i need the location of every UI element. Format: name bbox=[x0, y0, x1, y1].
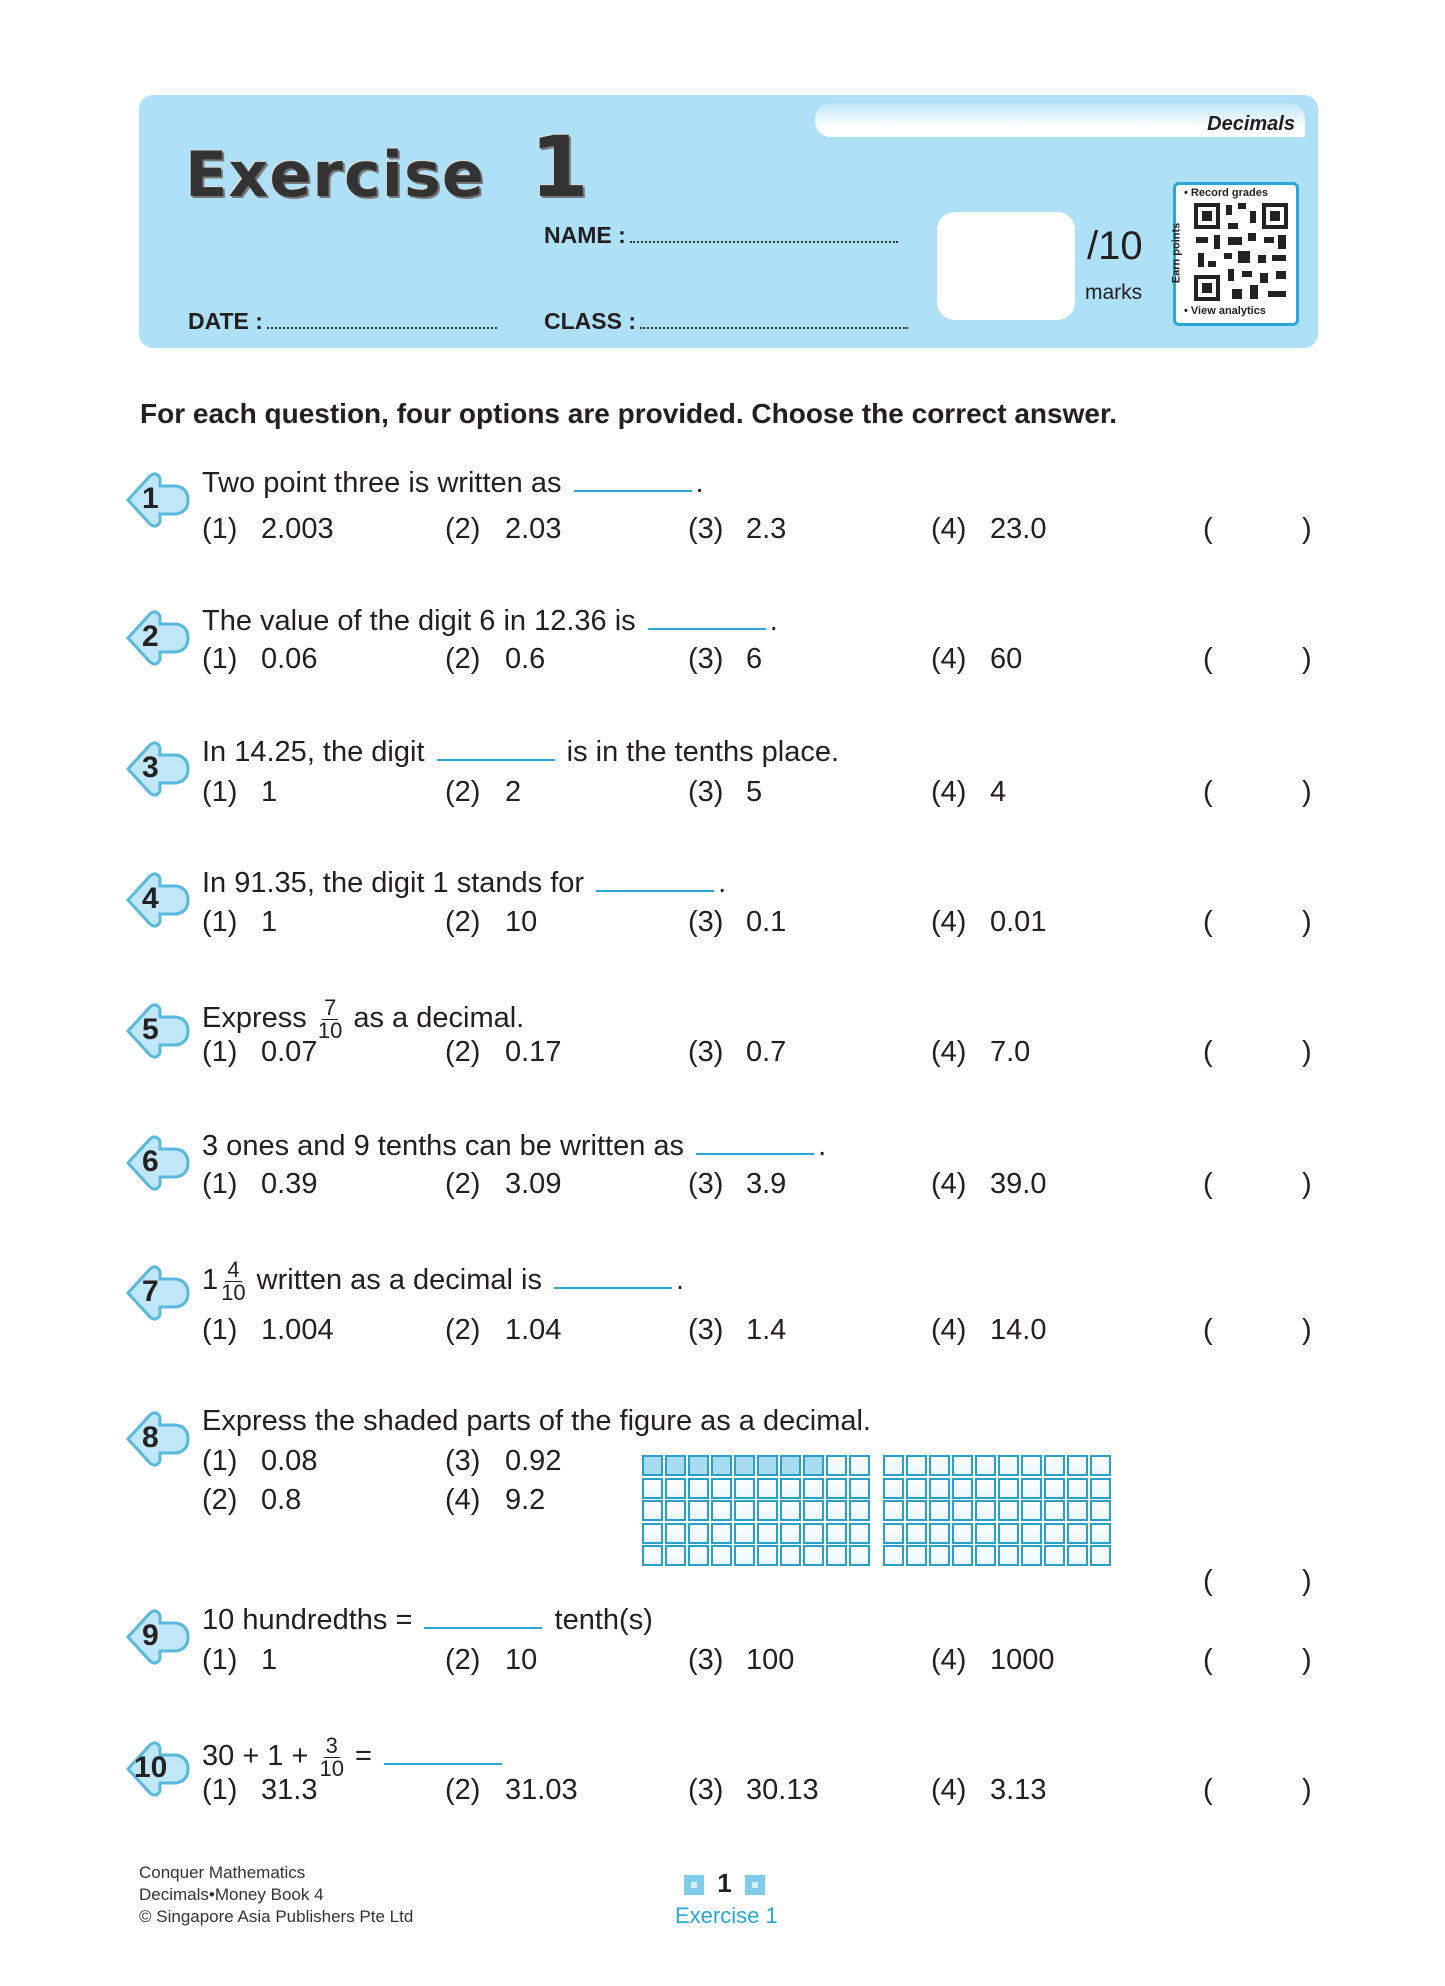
question-text-part: Express the shaded parts of the figure as a decimal. bbox=[202, 1405, 871, 1437]
answer-bracket-open[interactable]: ( bbox=[1203, 643, 1213, 675]
question-text-part: 1 bbox=[202, 1264, 219, 1297]
option-value[interactable]: 2.003 bbox=[261, 513, 334, 545]
footer-section: Exercise 1 bbox=[675, 1903, 778, 1928]
figure-square bbox=[849, 1545, 870, 1566]
figure-square bbox=[1067, 1478, 1088, 1499]
name-field[interactable] bbox=[544, 222, 898, 249]
figure-square bbox=[826, 1500, 847, 1521]
figure-square bbox=[1044, 1545, 1065, 1566]
option-value[interactable]: 5 bbox=[746, 776, 763, 808]
question-number-badge bbox=[124, 1607, 186, 1661]
figure-square bbox=[906, 1500, 927, 1521]
figure-square bbox=[688, 1500, 709, 1521]
question-number: 2 bbox=[142, 620, 159, 653]
answer-blank[interactable] bbox=[437, 735, 555, 761]
figure-square bbox=[803, 1545, 824, 1566]
figure-square bbox=[642, 1478, 663, 1499]
class-line[interactable] bbox=[640, 326, 908, 329]
figure-square bbox=[1021, 1478, 1042, 1499]
qr-code-icon bbox=[1194, 203, 1290, 303]
option-value[interactable]: 1000 bbox=[990, 1644, 1055, 1676]
figure-square bbox=[1021, 1545, 1042, 1566]
figure-square bbox=[952, 1455, 973, 1476]
figure-square bbox=[665, 1523, 686, 1544]
option-label[interactable]: (3) bbox=[688, 1644, 724, 1676]
answer-bracket-close[interactable]: ) bbox=[1302, 1565, 1312, 1597]
question-number: 4 bbox=[142, 882, 159, 915]
figure-square bbox=[883, 1545, 904, 1566]
option-label[interactable]: (1) bbox=[202, 1168, 238, 1200]
class-field[interactable] bbox=[544, 308, 908, 335]
question-text bbox=[202, 1405, 871, 1438]
option-value[interactable]: 100 bbox=[746, 1644, 795, 1676]
option-value[interactable]: 31.03 bbox=[505, 1774, 578, 1806]
footer-line: © Singapore Asia Publishers Pte Ltd bbox=[139, 1907, 414, 1926]
question-number-badge bbox=[124, 870, 186, 924]
footer-line: Conquer Mathematics bbox=[139, 1863, 306, 1882]
figure-square bbox=[711, 1455, 732, 1476]
option-label[interactable]: (4) bbox=[931, 643, 967, 675]
date-line[interactable] bbox=[267, 326, 497, 329]
option-value[interactable]: 3.13 bbox=[990, 1774, 1047, 1806]
figure-square bbox=[711, 1500, 732, 1521]
figure-square bbox=[780, 1455, 801, 1476]
option-value[interactable]: 23.0 bbox=[990, 513, 1047, 545]
option-value[interactable]: 1.004 bbox=[261, 1314, 334, 1346]
question-text bbox=[202, 866, 726, 900]
figure-square bbox=[929, 1545, 950, 1566]
answer-bracket-close[interactable]: ) bbox=[1302, 1644, 1312, 1676]
qr-code-panel[interactable] bbox=[1170, 182, 1299, 326]
question-text-part: . bbox=[676, 1264, 685, 1297]
figure-square bbox=[780, 1500, 801, 1521]
figure-square bbox=[1090, 1478, 1111, 1499]
figure-square bbox=[975, 1545, 996, 1566]
question-number-badge bbox=[124, 1409, 186, 1463]
page-marker-icon bbox=[684, 1875, 704, 1895]
answer-bracket-close[interactable]: ) bbox=[1302, 1774, 1312, 1806]
option-value[interactable]: 0.07 bbox=[261, 1036, 318, 1068]
page-marker-icon bbox=[745, 1875, 765, 1895]
figure-square bbox=[998, 1545, 1019, 1566]
question-text-part: 30 + 1 + bbox=[202, 1740, 317, 1773]
option-label[interactable]: (2) bbox=[445, 643, 481, 675]
question-text-part: is in the tenths place. bbox=[558, 736, 840, 768]
answer-blank[interactable] bbox=[696, 1129, 814, 1155]
answer-bracket-open[interactable]: ( bbox=[1203, 906, 1213, 938]
score-total: /10 bbox=[1087, 224, 1143, 268]
figure-square bbox=[734, 1478, 755, 1499]
figure-square bbox=[998, 1455, 1019, 1476]
figure-square bbox=[665, 1478, 686, 1499]
figure-square bbox=[849, 1500, 870, 1521]
option-label[interactable]: (3) bbox=[688, 1314, 724, 1346]
option-value[interactable]: 0.92 bbox=[505, 1445, 562, 1477]
option-value[interactable]: 2.3 bbox=[746, 513, 787, 545]
question-number: 10 bbox=[134, 1751, 168, 1784]
question-number: 8 bbox=[142, 1421, 159, 1454]
answer-bracket-close[interactable]: ) bbox=[1302, 1168, 1312, 1200]
figure-square bbox=[1090, 1523, 1111, 1544]
option-label[interactable]: (4) bbox=[931, 906, 967, 938]
option-label[interactable]: (2) bbox=[445, 1644, 481, 1676]
figure-square bbox=[688, 1478, 709, 1499]
figure-square bbox=[975, 1478, 996, 1499]
question-text-part: 3 ones and 9 tenths can be written as bbox=[202, 1130, 693, 1162]
option-value[interactable]: 1.4 bbox=[746, 1314, 787, 1346]
figure-square bbox=[906, 1455, 927, 1476]
option-label[interactable]: (1) bbox=[202, 1314, 238, 1346]
question-text-part: as a decimal. bbox=[345, 1002, 525, 1035]
option-label[interactable]: (4) bbox=[931, 1168, 967, 1200]
figure-square bbox=[929, 1523, 950, 1544]
option-value[interactable]: 0.39 bbox=[261, 1168, 318, 1200]
option-value[interactable]: 0.08 bbox=[261, 1445, 318, 1477]
answer-bracket-open[interactable]: ( bbox=[1203, 513, 1213, 545]
option-label[interactable]: (4) bbox=[931, 776, 967, 808]
question-text-part: . bbox=[818, 1130, 827, 1162]
option-label[interactable]: (3) bbox=[688, 906, 724, 938]
figure-square bbox=[883, 1523, 904, 1544]
answer-blank[interactable] bbox=[384, 1739, 502, 1765]
answer-blank[interactable] bbox=[574, 466, 692, 492]
page-title bbox=[185, 118, 590, 216]
figure-square bbox=[929, 1478, 950, 1499]
fraction-numerator: 3 bbox=[325, 1733, 338, 1758]
figure-square bbox=[1067, 1545, 1088, 1566]
question-text bbox=[202, 1603, 653, 1637]
figure-square bbox=[757, 1500, 778, 1521]
answer-bracket-open[interactable]: ( bbox=[1203, 1644, 1213, 1676]
figure-square bbox=[1044, 1478, 1065, 1499]
qr-top-text: • Record grades bbox=[1184, 187, 1268, 199]
figure-square bbox=[734, 1523, 755, 1544]
figure-square bbox=[1044, 1523, 1065, 1544]
option-label[interactable]: (3) bbox=[688, 1168, 724, 1200]
question-text-part: = bbox=[346, 1740, 381, 1773]
figure-square bbox=[1090, 1455, 1111, 1476]
question-text-part: In 14.25, the digit bbox=[202, 736, 433, 768]
question-number: 6 bbox=[142, 1145, 159, 1178]
figure-square bbox=[780, 1523, 801, 1544]
figure-square bbox=[757, 1523, 778, 1544]
figure-square bbox=[642, 1455, 663, 1476]
option-label[interactable]: (1) bbox=[202, 776, 238, 808]
figure-square bbox=[826, 1545, 847, 1566]
topic-label: Decimals bbox=[1207, 113, 1295, 135]
date-field[interactable] bbox=[188, 308, 497, 335]
option-value[interactable]: 7.0 bbox=[990, 1036, 1031, 1068]
question-text-part: . bbox=[718, 867, 727, 899]
figure-square bbox=[665, 1455, 686, 1476]
figure-square bbox=[826, 1478, 847, 1499]
figure-square bbox=[688, 1455, 709, 1476]
date-label: DATE : bbox=[188, 308, 263, 334]
title-word: Exercise bbox=[185, 138, 485, 211]
answer-bracket-open[interactable]: ( bbox=[1203, 1565, 1213, 1597]
figure-square bbox=[929, 1500, 950, 1521]
option-value[interactable]: 0.1 bbox=[746, 906, 787, 938]
option-label[interactable]: (2) bbox=[445, 906, 481, 938]
option-label[interactable]: (3) bbox=[688, 643, 724, 675]
question-text-part: In 91.35, the digit 1 stands for bbox=[202, 867, 593, 899]
answer-bracket-close[interactable]: ) bbox=[1302, 906, 1312, 938]
figure-square bbox=[849, 1478, 870, 1499]
option-value[interactable]: 1 bbox=[261, 906, 278, 938]
option-label[interactable]: (1) bbox=[202, 1036, 238, 1068]
question-text-part: The value of the digit 6 in 12.36 is bbox=[202, 605, 644, 637]
question-text-part: . bbox=[769, 605, 778, 637]
option-label[interactable]: (2) bbox=[445, 1036, 481, 1068]
figure-square bbox=[952, 1500, 973, 1521]
question-text bbox=[202, 604, 778, 638]
figure-square bbox=[757, 1455, 778, 1476]
question-number: 7 bbox=[142, 1275, 159, 1308]
qr-bottom-text: • View analytics bbox=[1184, 305, 1266, 317]
figure-square bbox=[711, 1545, 732, 1566]
option-value[interactable]: 2.03 bbox=[505, 513, 562, 545]
option-value[interactable]: 14.0 bbox=[990, 1314, 1047, 1346]
option-value[interactable]: 0.01 bbox=[990, 906, 1047, 938]
answer-blank[interactable] bbox=[424, 1603, 542, 1629]
option-label[interactable]: (4) bbox=[931, 1644, 967, 1676]
figure-square bbox=[757, 1545, 778, 1566]
option-value[interactable]: 3.09 bbox=[505, 1168, 562, 1200]
figure-square bbox=[803, 1455, 824, 1476]
question-text bbox=[202, 466, 704, 500]
option-value[interactable]: 1 bbox=[261, 1644, 278, 1676]
question-number-badge bbox=[124, 1739, 186, 1793]
question-text-part: 10 hundredths = bbox=[202, 1604, 421, 1636]
option-value[interactable]: 0.8 bbox=[261, 1484, 302, 1516]
option-label[interactable]: (2) bbox=[445, 776, 481, 808]
answer-blank[interactable] bbox=[596, 866, 714, 892]
figure-square bbox=[975, 1500, 996, 1521]
title-number: 1 bbox=[530, 118, 590, 216]
option-label[interactable]: (4) bbox=[931, 1314, 967, 1346]
option-value[interactable]: 6 bbox=[746, 643, 763, 675]
option-value[interactable]: 0.17 bbox=[505, 1036, 562, 1068]
figure-square bbox=[1067, 1455, 1088, 1476]
figure-square bbox=[952, 1523, 973, 1544]
question-text-part: Two point three is written as bbox=[202, 467, 570, 499]
option-label[interactable]: (4) bbox=[931, 1036, 967, 1068]
answer-bracket-close[interactable]: ) bbox=[1302, 776, 1312, 808]
footer-book-info bbox=[139, 1862, 413, 1928]
instructions: For each question, four options are provided. Choose the correct answer. bbox=[140, 398, 1118, 429]
fraction-denominator: 10 bbox=[317, 1018, 343, 1043]
option-label[interactable]: (1) bbox=[202, 643, 238, 675]
option-value[interactable]: 31.3 bbox=[261, 1774, 318, 1806]
option-label[interactable]: (2) bbox=[445, 1168, 481, 1200]
score-unit: marks bbox=[1085, 281, 1143, 304]
option-value[interactable]: 10 bbox=[505, 906, 538, 938]
figure-square bbox=[952, 1545, 973, 1566]
option-value[interactable]: 2 bbox=[505, 776, 522, 808]
figure-square bbox=[998, 1478, 1019, 1499]
question-number-badge bbox=[124, 1001, 186, 1055]
figure-square bbox=[849, 1523, 870, 1544]
qr-side-text: Earn points bbox=[1170, 222, 1183, 284]
option-value[interactable]: 0.7 bbox=[746, 1036, 787, 1068]
answer-bracket-close[interactable]: ) bbox=[1302, 1036, 1312, 1068]
question-number-badge bbox=[124, 739, 186, 793]
answer-bracket-open[interactable]: ( bbox=[1203, 1774, 1213, 1806]
question-text-part: tenth(s) bbox=[546, 1604, 653, 1636]
option-label[interactable]: (4) bbox=[931, 1774, 967, 1806]
figure-square bbox=[1044, 1500, 1065, 1521]
page-number: 1 bbox=[684, 1868, 765, 1899]
figure-square bbox=[665, 1545, 686, 1566]
question-text bbox=[202, 735, 839, 769]
figure-square bbox=[642, 1523, 663, 1544]
figure-square bbox=[929, 1455, 950, 1476]
figure-square bbox=[757, 1478, 778, 1499]
figure-square bbox=[711, 1478, 732, 1499]
question-text-part: Express bbox=[202, 1002, 315, 1035]
name-line[interactable] bbox=[630, 240, 898, 243]
option-label[interactable]: (1) bbox=[202, 1644, 238, 1676]
figure-square bbox=[803, 1478, 824, 1499]
option-label[interactable]: (1) bbox=[202, 906, 238, 938]
option-label[interactable]: (2) bbox=[445, 1314, 481, 1346]
figure-square bbox=[975, 1523, 996, 1544]
figure-square bbox=[734, 1500, 755, 1521]
question-text bbox=[202, 1129, 826, 1163]
option-value[interactable]: 1.04 bbox=[505, 1314, 562, 1346]
question-number: 3 bbox=[142, 751, 159, 784]
question-number: 5 bbox=[142, 1013, 159, 1046]
figure-square bbox=[998, 1500, 1019, 1521]
figure-square bbox=[883, 1455, 904, 1476]
name-label: NAME : bbox=[544, 222, 626, 248]
figure-square bbox=[1090, 1545, 1111, 1566]
class-label: CLASS : bbox=[544, 308, 636, 334]
option-label[interactable]: (1) bbox=[202, 1774, 238, 1806]
figure-square bbox=[642, 1500, 663, 1521]
figure-square bbox=[803, 1523, 824, 1544]
question-number-badge bbox=[124, 1133, 186, 1187]
fraction-denominator: 10 bbox=[319, 1756, 344, 1781]
option-label[interactable]: (2) bbox=[202, 1484, 238, 1516]
option-value[interactable]: 39.0 bbox=[990, 1168, 1047, 1200]
footer-line: Decimals•Money Book 4 bbox=[139, 1885, 324, 1904]
option-label[interactable]: (2) bbox=[445, 513, 481, 545]
score-box[interactable] bbox=[937, 212, 1075, 320]
answer-bracket-close[interactable]: ) bbox=[1302, 643, 1312, 675]
question-number-badge bbox=[124, 608, 186, 662]
figure-square bbox=[883, 1478, 904, 1499]
option-value[interactable]: 60 bbox=[990, 643, 1023, 675]
question-text-part: written as a decimal is bbox=[248, 1264, 551, 1297]
figure-square bbox=[642, 1545, 663, 1566]
figure-square bbox=[1090, 1500, 1111, 1521]
question-text-part: . bbox=[695, 467, 704, 499]
figure-square bbox=[780, 1545, 801, 1566]
fraction bbox=[318, 997, 342, 1042]
option-label[interactable]: (4) bbox=[931, 513, 967, 545]
answer-bracket-close[interactable]: ) bbox=[1302, 1314, 1312, 1346]
answer-blank[interactable] bbox=[554, 1263, 672, 1289]
figure-square bbox=[1044, 1455, 1065, 1476]
figure-square bbox=[665, 1500, 686, 1521]
answer-blank[interactable] bbox=[648, 604, 766, 630]
question-number: 9 bbox=[142, 1619, 159, 1652]
figure-square bbox=[906, 1523, 927, 1544]
fraction-numerator: 7 bbox=[323, 995, 337, 1020]
option-value[interactable]: 3.9 bbox=[746, 1168, 787, 1200]
option-value[interactable]: 0.6 bbox=[505, 643, 546, 675]
fraction-denominator: 10 bbox=[221, 1280, 246, 1305]
figure-square bbox=[688, 1545, 709, 1566]
figure-square bbox=[1067, 1500, 1088, 1521]
figure-square bbox=[998, 1523, 1019, 1544]
answer-bracket-close[interactable]: ) bbox=[1302, 513, 1312, 545]
figure-square bbox=[734, 1545, 755, 1566]
figure-square bbox=[803, 1500, 824, 1521]
option-value[interactable]: 9.2 bbox=[505, 1484, 546, 1516]
answer-bracket-open[interactable]: ( bbox=[1203, 1314, 1213, 1346]
figure-square bbox=[849, 1455, 870, 1476]
figure-square bbox=[688, 1523, 709, 1544]
figure-square bbox=[975, 1455, 996, 1476]
figure-square bbox=[826, 1523, 847, 1544]
option-value[interactable]: 4 bbox=[990, 776, 1007, 808]
option-value[interactable]: 30.13 bbox=[746, 1774, 819, 1806]
question-number-badge bbox=[124, 1263, 186, 1317]
figure-square bbox=[826, 1455, 847, 1476]
option-label[interactable]: (4) bbox=[445, 1484, 481, 1516]
option-label[interactable]: (1) bbox=[202, 513, 238, 545]
fraction-numerator: 4 bbox=[227, 1257, 240, 1282]
figure-square bbox=[952, 1478, 973, 1499]
option-label[interactable]: (3) bbox=[445, 1445, 481, 1477]
figure-square bbox=[1021, 1523, 1042, 1544]
option-value[interactable]: 10 bbox=[505, 1644, 538, 1676]
question-number-badge bbox=[124, 470, 186, 524]
option-label[interactable]: (3) bbox=[688, 1774, 724, 1806]
option-value[interactable]: 0.06 bbox=[261, 643, 318, 675]
fraction bbox=[221, 1259, 245, 1304]
figure-square bbox=[1067, 1523, 1088, 1544]
question-number: 1 bbox=[142, 482, 159, 515]
answer-bracket-open[interactable]: ( bbox=[1203, 776, 1213, 808]
option-label[interactable]: (3) bbox=[688, 776, 724, 808]
option-label[interactable]: (2) bbox=[445, 1774, 481, 1806]
figure-square bbox=[780, 1478, 801, 1499]
figure-square bbox=[883, 1500, 904, 1521]
option-value[interactable]: 1 bbox=[261, 776, 278, 808]
figure-square bbox=[906, 1545, 927, 1566]
option-label[interactable]: (3) bbox=[688, 513, 724, 545]
question-text bbox=[202, 1259, 684, 1304]
answer-bracket-open[interactable]: ( bbox=[1203, 1168, 1213, 1200]
figure-square bbox=[1021, 1455, 1042, 1476]
fraction bbox=[320, 1735, 344, 1780]
option-label[interactable]: (3) bbox=[688, 1036, 724, 1068]
answer-bracket-open[interactable]: ( bbox=[1203, 1036, 1213, 1068]
option-label[interactable]: (1) bbox=[202, 1445, 238, 1477]
figure-square bbox=[906, 1478, 927, 1499]
figure-square bbox=[734, 1455, 755, 1476]
figure-square bbox=[711, 1523, 732, 1544]
figure-square bbox=[1021, 1500, 1042, 1521]
